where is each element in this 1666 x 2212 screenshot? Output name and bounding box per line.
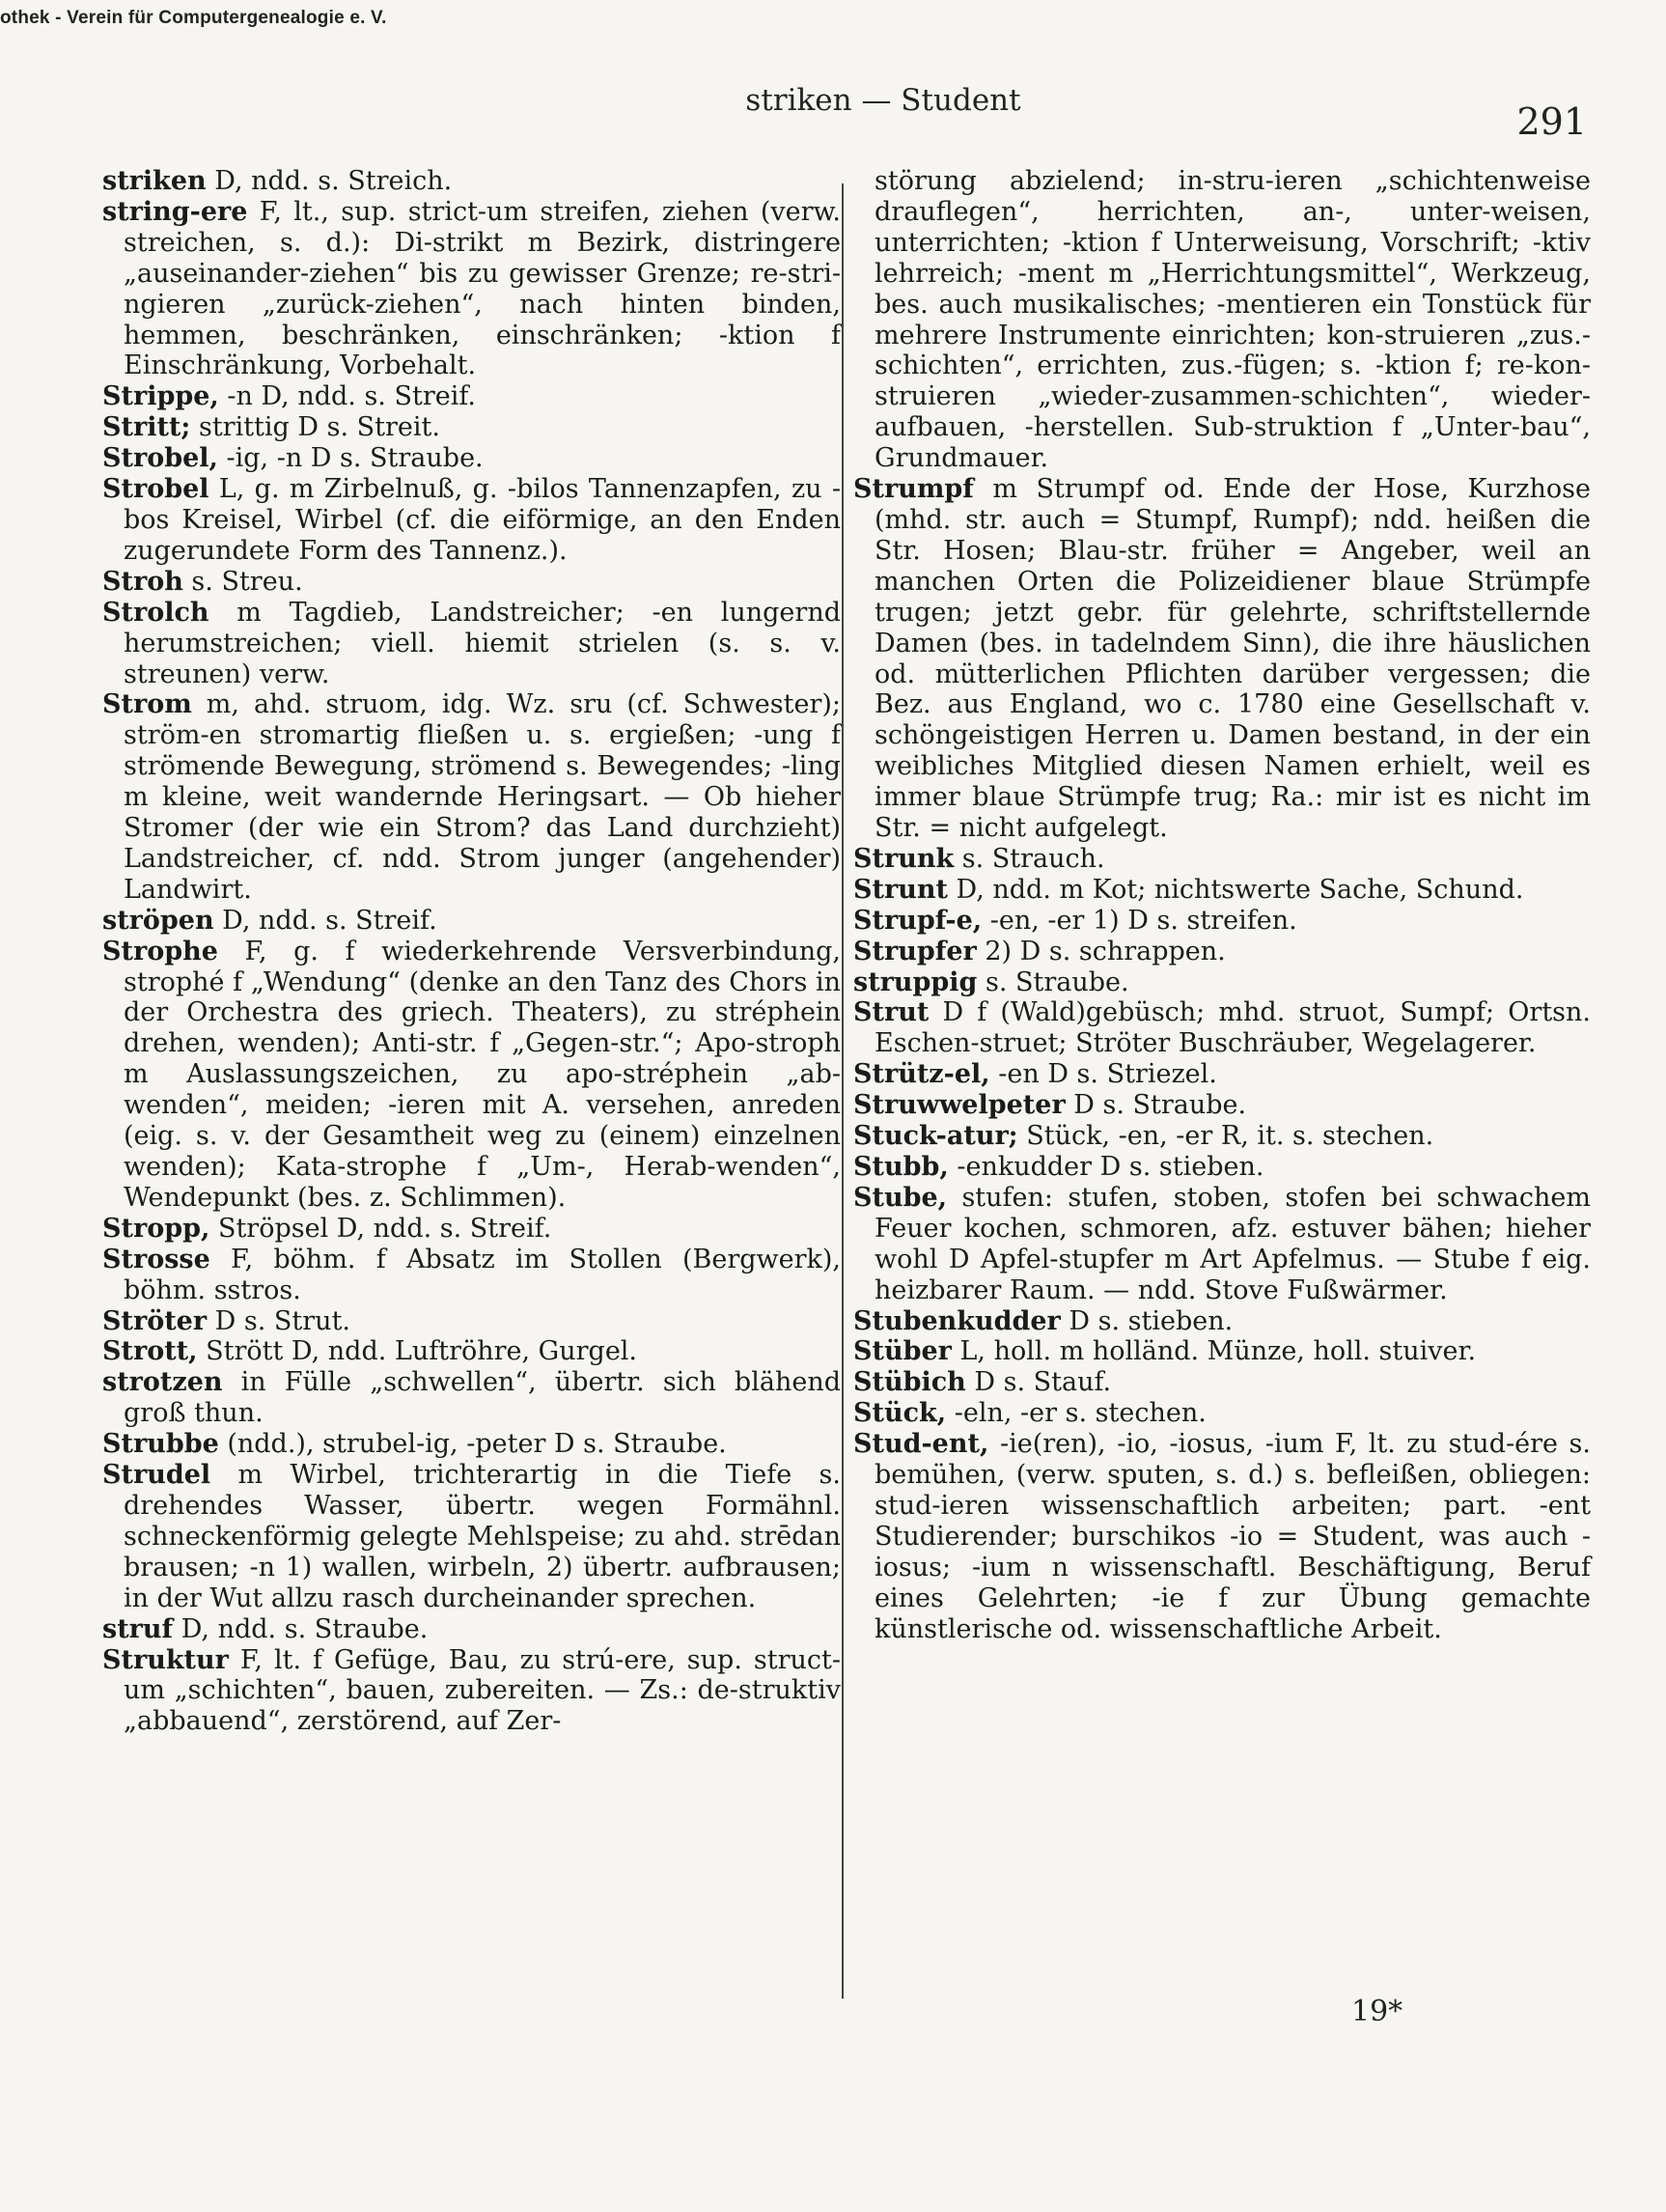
- entry-headword: Strobel,: [102, 443, 218, 474]
- entry-definition: D, ndd. s. Streich.: [206, 166, 453, 196]
- entry-headword: Stud-ent,: [853, 1429, 989, 1460]
- dictionary-entry: [853, 997, 1591, 1059]
- dictionary-entry: [102, 567, 841, 598]
- entry-headword: Struwwelpeter: [853, 1090, 1066, 1121]
- dictionary-entry: [853, 1398, 1591, 1429]
- entry-headword: Strom: [102, 689, 192, 720]
- entry-definition: F, lt., sup. strict-um streifen, ziehen (verw. streichen, s. d.): Di-strikt m Bezirk, distringere „auseinander-ziehen“ bis zu gewisser Grenze; re-stri-ngieren „zurück-ziehen“, nach hinten binden, hemmen, beschränken, einschränken; -ktion f Einschränkung, Vorbehalt.: [124, 196, 841, 381]
- entry-definition: s. Strauch.: [954, 843, 1105, 874]
- entry-definition: D, ndd. s. Straube.: [173, 1613, 429, 1644]
- entry-definition: D s. stieben.: [1060, 1305, 1234, 1336]
- entry-definition: D, ndd. s. Streif.: [213, 905, 437, 936]
- column-divider: [842, 183, 844, 1999]
- entry-definition: in Fülle „schwellen“, übertr. sich blähend groß thun.: [124, 1367, 841, 1429]
- entry-definition: strittig D s. Streit.: [190, 412, 440, 443]
- entry-headword: struppig: [853, 966, 978, 997]
- entry-headword: strotzen: [102, 1367, 223, 1398]
- entry-definition: s. Straube.: [977, 966, 1129, 997]
- dictionary-entry: [102, 197, 841, 381]
- dictionary-entry: [102, 412, 841, 443]
- dictionary-entry: [853, 906, 1591, 937]
- dictionary-entry: [102, 1645, 841, 1738]
- entry-headword: Stritt;: [102, 412, 191, 443]
- dictionary-entry: [853, 1336, 1591, 1367]
- dictionary-entry: [102, 1429, 841, 1460]
- dictionary-entry: [102, 381, 841, 412]
- entry-headword: string-ere: [102, 196, 248, 227]
- entry-definition: m Tagdieb, Landstreicher; -en lungernd herumstreichen; viell. hiemit strielen (s. s. v. streunen) verw.: [124, 597, 841, 689]
- right-column: [853, 166, 1591, 1645]
- left-column: [102, 166, 841, 1737]
- entry-headword: Strumpf: [853, 474, 974, 505]
- dictionary-entry: [102, 1306, 841, 1337]
- entry-headword: ströpen: [102, 905, 214, 936]
- entry-headword: Strütz-el,: [853, 1059, 990, 1090]
- dictionary-entry: [102, 166, 841, 197]
- dictionary-entry: [102, 443, 841, 474]
- entry-headword: Strut: [853, 997, 930, 1028]
- entry-definition: stufen: stufen, stoben, stofen bei schwachem Feuer kochen, schmoren, afz. estuver bähen; hieher wohl D Apfel-stupfer m Art Apfelmus. — Stube f eig. heizbarer Raum. — ndd. Stove Fußwärmer.: [875, 1182, 1591, 1305]
- entry-definition: F, lt. f Gefüge, Bau, zu strú-ere, sup. struct-um „schichten“, bauen, zubereiten. — Zs.: de-struktiv „abbauend“, zerstörend, auf Zer-: [124, 1644, 841, 1737]
- entry-definition: -en D s. Striezel.: [989, 1059, 1217, 1090]
- dictionary-entry: [853, 166, 1591, 474]
- dictionary-entry: [853, 1152, 1591, 1183]
- entry-definition: F, böhm. f Absatz im Stollen (Bergwerk), böhm. sstros.: [124, 1244, 841, 1305]
- entry-headword: Stube,: [853, 1182, 948, 1213]
- dictionary-entry: [102, 689, 841, 905]
- dictionary-entry: [853, 1121, 1591, 1152]
- dictionary-entry: [102, 1367, 841, 1429]
- entry-headword: Strudel: [102, 1460, 211, 1491]
- entry-definition: -ie(ren), -io, -iosus, -ium F, lt. zu stud-ére s. bemühen, (verw. sputen, s. d.) s. befleißen, obliegen: stud-ieren wissenschaftlich arbeiten; part. -ent Studierender; burschikos -io = Student, was auch -iosus; -ium n wissenschaftl. Beschäftigung, Beruf eines Gelehrten; -ie f zur Übung gemachte künstlerische od. wissenschaftliche Arbeit.: [875, 1429, 1591, 1644]
- dictionary-entry: [102, 1336, 841, 1367]
- dictionary-entry: [853, 844, 1591, 875]
- entry-headword: Stübich: [853, 1367, 966, 1398]
- entry-definition: (ndd.), strubel-ig, -peter D s. Straube.: [218, 1429, 727, 1460]
- entry-headword: Struktur: [102, 1644, 229, 1675]
- dictionary-entry: [102, 1214, 841, 1245]
- entry-definition: D s. Straube.: [1065, 1090, 1247, 1121]
- entry-definition: Ströpsel D, ndd. s. Streif.: [209, 1213, 552, 1244]
- entry-definition: D s. Strut.: [207, 1305, 351, 1336]
- entry-headword: Strobel: [102, 474, 209, 505]
- entry-definition: 2) D s. schrappen.: [976, 936, 1226, 966]
- entry-definition: m Wirbel, trichterartig in die Tiefe s. drehendes Wasser, übertr. wegen Formähnl. schneckenförmig gelegte Mehlspeise; zu ahd. strēdan brausen; -n 1) wallen, wirbeln, 2) übertr. aufbrausen; in der Wut allzu rasch durcheinander sprechen.: [124, 1460, 841, 1613]
- entry-headword: Stropp,: [102, 1213, 210, 1244]
- dictionary-entry: [102, 1460, 841, 1614]
- dictionary-entry: [853, 474, 1591, 844]
- entry-headword: Strunk: [853, 843, 955, 874]
- entry-headword: Strupfer: [853, 936, 977, 966]
- dictionary-entry: [853, 1183, 1591, 1306]
- entry-definition: störung abzielend; in-stru-ieren „schichtenweise drauflegen“, herrichten, an-, unter-weisen, unterrichten; -ktion f Unterweisung, Vorschrift; -ktiv lehrreich; -ment m „Herrichtungsmittel“, Werkzeug, bes. auch musikalisches; -mentieren ein Tonstück für mehrere Instrumente einrichten; kon-struieren „zus.-schichten“, errichten, zus.-fügen; s. -ktion f; re-kon-struieren „wieder-zusammen-schichten“, wieder-aufbauen, -herstellen. Sub-struktion f „Unter-bau“, Grundmauer.: [875, 166, 1591, 474]
- dictionary-entry: [853, 1306, 1591, 1337]
- entry-headword: Ströter: [102, 1305, 208, 1336]
- entry-definition: Strött D, ndd. Luftröhre, Gurgel.: [197, 1336, 638, 1367]
- entry-headword: Stuck-atur;: [853, 1121, 1018, 1152]
- running-head: striken — Student: [745, 83, 1021, 118]
- entry-headword: Strupf-e,: [853, 905, 983, 936]
- entry-headword: Stroh: [102, 566, 183, 597]
- dictionary-entry: [102, 1245, 841, 1306]
- dictionary-entry: [853, 1059, 1591, 1090]
- entry-headword: Strosse: [102, 1244, 210, 1274]
- entry-definition: -enkudder D s. stieben.: [948, 1152, 1264, 1182]
- entry-headword: Strippe,: [102, 381, 219, 412]
- entry-headword: Strubbe: [102, 1429, 219, 1460]
- watermark-text: othek - Verein für Computergenealogie e. V.: [0, 8, 387, 28]
- entry-definition: D f (Wald)gebüsch; mhd. struot, Sumpf; Ortsn. Eschen-struet; Ströter Buschräuber, Wegelagerer.: [875, 997, 1591, 1059]
- dictionary-entry: [102, 598, 841, 690]
- entry-headword: Stüber: [853, 1336, 952, 1367]
- entry-definition: D, ndd. m Kot; nichtswerte Sache, Schund.: [947, 874, 1524, 905]
- entry-headword: striken: [102, 166, 207, 196]
- dictionary-entry: [853, 1090, 1591, 1121]
- entry-headword: struf: [102, 1613, 174, 1644]
- entry-headword: Strott,: [102, 1336, 198, 1367]
- page-number: 291: [1516, 100, 1587, 143]
- entry-definition: -ig, -n D s. Straube.: [217, 443, 484, 474]
- entry-definition: D s. Stauf.: [965, 1367, 1112, 1398]
- dictionary-entry: [102, 906, 841, 937]
- entry-definition: L, g. m Zirbelnuß, g. -bilos Tannenzapfen, zu -bos Kreisel, Wirbel (cf. die eiförmige, an den Enden zugerundete Form des Tannenz.).: [124, 474, 841, 566]
- entry-headword: Stubenkudder: [853, 1305, 1061, 1336]
- entry-definition: m Strumpf od. Ende der Hose, Kurzhose (mhd. str. auch = Stumpf, Rumpf); ndd. heißen die Str. Hosen; Blau-str. früher = Angeber, weil an manchen Orten die Polizeidiener blaue Strümpfe trugen; jetzt gebr. für gelehrte, schriftstellernde Damen (bes. in tadelndem Sinn), die ihre häuslichen od. mütterlichen Pflichten darüber vergessen; die Bez. aus England, wo c. 1780 eine Gesellschaft v. schöngeistigen Herren u. Damen bestand, in der ein weibliches Mitglied diesen Namen erhielt, weil es immer blaue Strümpfe trug; Ra.: mir ist es nicht im Str. = nicht aufgelegt.: [875, 474, 1591, 844]
- entry-headword: Stubb,: [853, 1152, 949, 1182]
- entry-headword: Strophe: [102, 936, 218, 966]
- entry-headword: Stück,: [853, 1398, 947, 1429]
- signature-mark: 19*: [1351, 1995, 1403, 2029]
- dictionary-entry: [853, 1429, 1591, 1644]
- entry-definition: Stück, -en, -er R, it. s. stechen.: [1017, 1121, 1434, 1152]
- entry-definition: -en, -er 1) D s. streifen.: [982, 905, 1297, 936]
- dictionary-entry: [102, 1614, 841, 1645]
- dictionary-entry: [853, 1367, 1591, 1398]
- dictionary-entry: [853, 967, 1591, 998]
- entry-definition: m, ahd. struom, idg. Wz. sru (cf. Schwester); ström-en stromartig fließen u. s. ergießen; -ung f strömende Bewegung, strömend s. Bewegendes; -ling m kleine, weit wandernde Heringsart. — Ob hieher Stromer (der wie ein Strom? das Land durchzieht) Landstreicher, cf. ndd. Strom junger (angehender) Landwirt.: [124, 689, 841, 905]
- dictionary-entry: [853, 875, 1591, 906]
- entry-headword: Strolch: [102, 597, 209, 628]
- entry-definition: s. Streu.: [182, 566, 303, 597]
- dictionary-entry: [102, 474, 841, 567]
- entry-definition: -eln, -er s. stechen.: [946, 1398, 1207, 1429]
- entry-headword: Strunt: [853, 874, 948, 905]
- dictionary-entry: [853, 937, 1591, 967]
- entry-definition: -n D, ndd. s. Streif.: [218, 381, 476, 412]
- dictionary-entry: [102, 937, 841, 1214]
- entry-definition: F, g. f wiederkehrende Versverbindung, strophé f „Wendung“ (denke an den Tanz des Chors in der Orchestra des griech. Theaters), zu stréphein drehen, wenden); Anti-str. f „Gegen-str.“; Apo-stroph m Auslassungszeichen, zu apo-stréphein „ab-wenden“, meiden; -ieren mit A. versehen, anreden (eig. s. v. der Gesamtheit weg zu (einem) einzelnen wenden); Kata-strophe f „Um-, Herab-wenden“, Wendepunkt (bes. z. Schlimmen).: [124, 936, 841, 1213]
- entry-definition: L, holl. m holländ. Münze, holl. stuiver.: [951, 1336, 1477, 1367]
